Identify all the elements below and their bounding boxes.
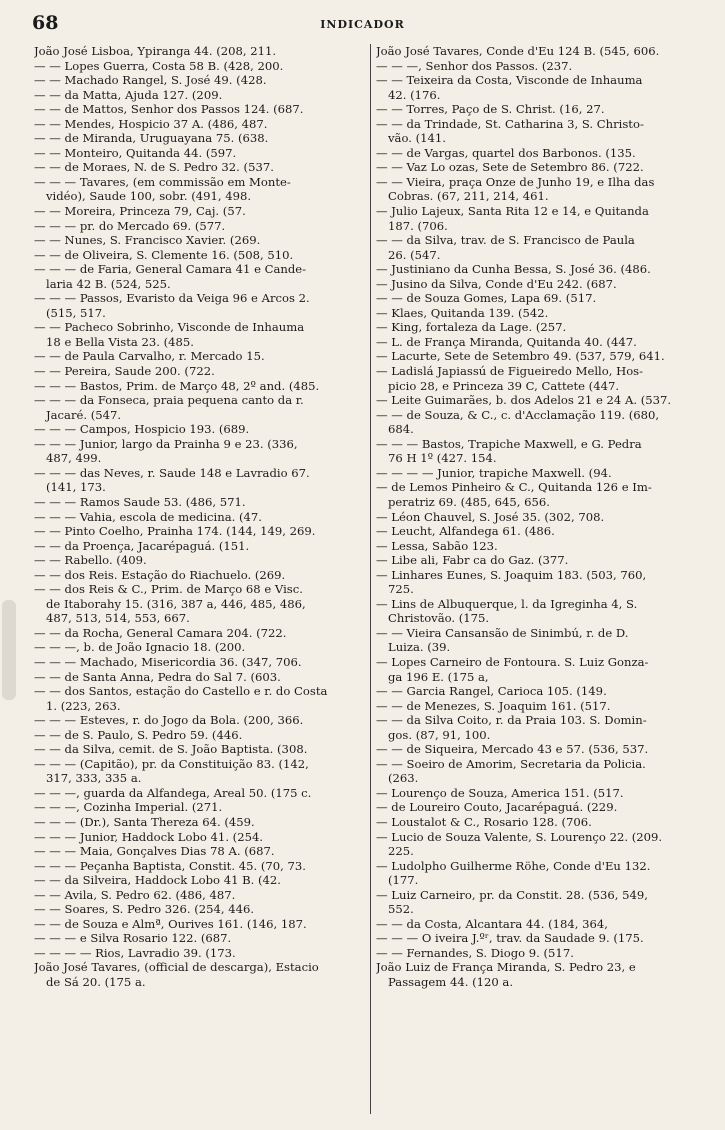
entry-line: João José Lisboa, Ypiranga 44. (208, 211. xyxy=(34,44,277,58)
entry-line: — — dos Reis & C., Prim. de Março 68 e Visc. xyxy=(34,582,303,597)
entry-line: — Linhares Eunes, S. Joaquim 183. (503, 760, xyxy=(376,567,647,582)
entry-line: — Lucio de Souza Valente, S. Lourenço 22. (209. xyxy=(376,829,663,844)
entry-line: — Justiniano da Cunha Bessa, S. José 36. (486. xyxy=(376,262,651,277)
entry-line: — — — O iveira J.ºʳ, trav. da Saudade 9. (175. xyxy=(376,931,644,946)
entry-line: — — Rabello. (409. xyxy=(34,553,147,568)
entry-line: — — Machado Rangel, S. José 49. (428. xyxy=(34,73,267,88)
entry-line: Passagem 44. (120 a. xyxy=(388,975,514,989)
entry-line: — — da Costa, Alcantara 44. (184, 364, xyxy=(376,916,608,931)
entry-line: — Lins de Albuquerque, l. da Igreginha 4, S. xyxy=(376,596,638,611)
entry-line: — — de Vargas, quartel dos Barbonos. (135. xyxy=(376,145,636,160)
entry-line: — — Soares, S. Pedro 326. (254, 446. xyxy=(34,902,255,917)
entry-line: laria 42 B. (524, 525. xyxy=(46,276,171,291)
entry-line: — — Monteiro, Quitanda 44. (597. xyxy=(34,145,237,160)
entry-line: — — de Mattos, Senhor dos Passos 124. (687. xyxy=(34,102,304,117)
entry-line: — — Vaz Lo ozas, Sete de Setembro 86. (722. xyxy=(376,160,644,175)
entry-line: Cobras. (67, 211, 214, 461. xyxy=(388,189,549,204)
entry-line: — — da Proença, Jacarépaguá. (151. xyxy=(34,538,250,553)
entry-line: — — Lopes Guerra, Costa 58 B. (428, 200. xyxy=(34,58,284,73)
entry-line: — — dos Reis. Estação do Riachuelo. (269. xyxy=(34,567,286,582)
entry-line: — Ludolpho Guilherme Röhe, Conde d'Eu 132. xyxy=(376,858,651,873)
right-column xyxy=(376,44,718,990)
entry-line: — — de Oliveira, S. Clemente 16. (508, 510. xyxy=(34,247,294,262)
entry-line: João José Tavares, Conde d'Eu 124 B. (545, 606. xyxy=(376,44,660,58)
entry-line: — de Loureiro Couto, Jacarépaguá. (229. xyxy=(376,800,618,815)
entry-line: 187. (706. xyxy=(388,218,448,233)
entry-line: — — — Machado, Misericordia 36. (347, 706. xyxy=(34,654,302,669)
entry-line: — — Torres, Paço de S. Christ. (16, 27. xyxy=(376,102,605,117)
entry-line: 76 H 1º (427. 154. xyxy=(388,451,497,466)
entry-line: — — — e Silva Rosario 122. (687. xyxy=(34,931,232,946)
entry-line: 725. xyxy=(388,582,414,597)
entry-line: — — — Junior, Haddock Lobo 41. (254. xyxy=(34,829,264,844)
entry-line: de Itaborahy 15. (316, 387 a, 446, 485, 486, xyxy=(46,596,306,611)
entry-line: — Leucht, Alfandega 61. (486. xyxy=(376,524,555,539)
entry-line: — L. de França Miranda, Quitanda 40. (447. xyxy=(376,334,637,349)
entry-line: — — de Menezes, S. Joaquim 161. (517. xyxy=(376,698,611,713)
entry-line: 684. xyxy=(388,422,414,437)
entry-line: — — —, Cozinha Imperial. (271. xyxy=(34,800,223,815)
entry-line: — — — Esteves, r. do Jogo da Bola. (200, 366. xyxy=(34,713,304,728)
entry-line: — — Avila, S. Pedro 62. (486, 487. xyxy=(34,887,236,902)
entry-line: — Lacurte, Sete de Setembro 49. (537, 579, 641. xyxy=(376,349,665,364)
entry-line: ga 196 E. (175 a, xyxy=(388,669,489,684)
entry-line: 225. xyxy=(388,844,414,859)
entry-line: — — Garcia Rangel, Carioca 105. (149. xyxy=(376,684,607,699)
entry-line: — Libe ali, Fabr ca do Gaz. (377. xyxy=(376,553,569,568)
entry-line: 552. xyxy=(388,902,414,917)
entry-line: — — — Maia, Gonçalves Dias 78 A. (687. xyxy=(34,844,275,859)
entry-line: 317, 333, 335 a. xyxy=(46,771,142,786)
entry-line: — — da Rocha, General Camara 204. (722. xyxy=(34,625,287,640)
entry-line: — — — Campos, Hospicio 193. (689. xyxy=(34,422,250,437)
entry-line: 1. (223, 263. xyxy=(46,698,121,713)
entry-line: — — da Silva, cemit. de S. João Baptista. (308. xyxy=(34,742,308,757)
entry-line: — — — — Junior, trapiche Maxwell. (94. xyxy=(376,465,612,480)
entry-line: — — Pacheco Sobrinho, Visconde de Inhauma xyxy=(34,320,305,335)
entry-line: — — de Santa Anna, Pedra do Sal 7. (603. xyxy=(34,669,281,684)
entry-line: — Jusino da Silva, Conde d'Eu 242. (687. xyxy=(376,276,617,291)
entry-line: — — Moreira, Princeza 79, Caj. (57. xyxy=(34,204,246,219)
entry-line: — de Lemos Pinheiro & C., Quitanda 126 e Im- xyxy=(376,480,652,495)
entry-line: — — —, guarda da Alfandega, Areal 50. (175 c. xyxy=(34,785,312,800)
entry-line: picio 28, e Princeza 39 C, Cattete (447. xyxy=(388,378,620,393)
entry-line: — — Pereira, Saude 200. (722. xyxy=(34,364,215,379)
entry-line: — — de S. Paulo, S. Pedro 59. (446. xyxy=(34,727,243,742)
entry-line: — Lourenço de Souza, America 151. (517. xyxy=(376,785,624,800)
margin-stain xyxy=(2,600,16,700)
entry-line: — — de Souza, & C., c. d'Acclamação 119. (680, xyxy=(376,407,660,422)
page-number: 68 xyxy=(32,12,59,34)
entry-line: — — — pr. do Mercado 69. (577. xyxy=(34,218,226,233)
entry-line: — King, fortaleza da Lage. (257. xyxy=(376,320,567,335)
entry-line: (141, 173. xyxy=(46,480,106,495)
entry-line: — — da Matta, Ajuda 127. (209. xyxy=(34,87,223,102)
entry-line: — Loustalot & C., Rosario 128. (706. xyxy=(376,814,592,829)
left-column xyxy=(34,44,368,990)
running-title: INDICADOR xyxy=(320,18,405,31)
entry-line: 487, 499. xyxy=(46,451,102,466)
entry-line: 42. (176. xyxy=(388,87,441,102)
entry-line: peratriz 69. (485, 645, 656. xyxy=(388,494,550,509)
entry-line: — — — Vahia, escola de medicina. (47. xyxy=(34,509,262,524)
entry-line: — — Teixeira da Costa, Visconde de Inhauma xyxy=(376,73,643,88)
entry-line: — — da Silva, trav. de S. Francisco de Paula xyxy=(376,233,635,248)
entry-line: — — — Passos, Evaristo da Veiga 96 e Arcos 2. xyxy=(34,291,310,306)
entry-line: 487, 513, 514, 553, 667. xyxy=(46,611,190,626)
entry-line: 26. (547. xyxy=(388,247,441,262)
entry-line: (515, 517. xyxy=(46,305,106,320)
entry-line: (263. xyxy=(388,771,419,786)
entry-line: gos. (87, 91, 100. xyxy=(388,727,491,742)
entry-line: — — —, Senhor dos Passos. (237. xyxy=(376,58,573,73)
entry-line: — — Mendes, Hospicio 37 A. (486, 487. xyxy=(34,116,268,131)
entry-line: — Leite Guimarães, b. dos Adelos 21 e 24 A. (537. xyxy=(376,393,672,408)
entry-line: — Klaes, Quitanda 139. (542. xyxy=(376,305,549,320)
entry-line: — — de Souza Gomes, Lapa 69. (517. xyxy=(376,291,597,306)
entry-line: — — — Ramos Saude 53. (486, 571. xyxy=(34,494,246,509)
entry-line: — — Fernandes, S. Diogo 9. (517. xyxy=(376,945,574,960)
page-header xyxy=(0,0,725,40)
entry-line: — — Vieira Cansansão de Sinimbú, r. de D. xyxy=(376,625,629,640)
entry-line: — — da Silva Coito, r. da Praia 103. S. Domin- xyxy=(376,713,647,728)
entry-line: — — — das Neves, r. Saude 148 e Lavradio 67. xyxy=(34,465,310,480)
entry-line: — Lopes Carneiro de Fontoura. S. Luiz Gonza- xyxy=(376,654,649,669)
entry-line: — — — de Faria, General Camara 41 e Cande- xyxy=(34,262,307,277)
entry-line: — — — — Rios, Lavradio 39. (173. xyxy=(34,945,236,960)
entry-line: — Ladislá Japiassú de Figueiredo Mello, Hos- xyxy=(376,364,644,379)
entry-line: — — — Peçanha Baptista, Constit. 45. (70, 73. xyxy=(34,858,306,873)
entry-line: — — — (Capitão), pr. da Constituição 83. (142, xyxy=(34,756,309,771)
entry-line: 18 e Bella Vista 23. (485. xyxy=(46,334,194,349)
entry-line: — — de Souza e Almª, Ourives 161. (146, 187. xyxy=(34,916,307,931)
entry-line: Christovão. (175. xyxy=(388,611,490,626)
entry-line: — Léon Chauvel, S. José 35. (302, 708. xyxy=(376,509,605,524)
entry-line: — — — Bastos, Prim. de Março 48, 2º and. (485. xyxy=(34,378,320,393)
entry-line: — — Soeiro de Amorim, Secretaria da Policia. xyxy=(376,756,646,771)
entry-line: — — da Silveira, Haddock Lobo 41 B. (42. xyxy=(34,873,281,888)
entry-line: — — — Bastos, Trapiche Maxwell, e G. Pedra xyxy=(376,436,642,451)
entry-line: — — — (Dr.), Santa Thereza 64. (459. xyxy=(34,814,255,829)
column-divider xyxy=(370,44,371,1114)
entry-line: — — Pinto Coelho, Prainha 174. (144, 149, 269. xyxy=(34,524,316,539)
entry-line: — — Vieira, praça Onze de Junho 19, e Ilha das xyxy=(376,174,655,189)
entry-line: vidéo), Saude 100, sobr. (491, 498. xyxy=(46,189,252,204)
entry-line: — — — da Fonseca, praia pequena canto da r. xyxy=(34,393,304,408)
entry-line: — — Nunes, S. Francisco Xavier. (269. xyxy=(34,233,261,248)
entry-line: — — dos Santos, estação do Castello e r. do Costa xyxy=(34,684,328,699)
entry-line: (177. xyxy=(388,873,419,888)
entry-line: — — —, b. de João Ignacio 18. (200. xyxy=(34,640,246,655)
entry-line: de Sá 20. (175 a. xyxy=(46,975,146,989)
entry-line: — Luiz Carneiro, pr. da Constit. 28. (536, 549, xyxy=(376,887,648,902)
entry-line: João Luiz de França Miranda, S. Pedro 23, e xyxy=(376,960,636,975)
entry-line: — — de Paula Carvalho, r. Mercado 15. xyxy=(34,349,265,364)
entry-line: — — de Moraes, N. de S. Pedro 32. (537. xyxy=(34,160,274,175)
entry-line: João José Tavares, (official de descarga), Estacio xyxy=(34,960,319,975)
entry-line: — — — Tavares, (em commissão em Monte- xyxy=(34,174,291,189)
entry-line: — — de Miranda, Uruguayana 75. (638. xyxy=(34,131,269,146)
entry-line: vão. (141. xyxy=(388,131,446,146)
entry-line: — Lessa, Sabão 123. xyxy=(376,538,498,553)
entry-line: — — de Siqueira, Mercado 43 e 57. (536, 537. xyxy=(376,742,649,757)
entry-line: Jacaré. (547. xyxy=(46,407,122,422)
entry-line: Luiza. (39. xyxy=(388,640,451,655)
entry-line: — Julio Lajeux, Santa Rita 12 e 14, e Quitanda xyxy=(376,204,649,219)
entry-line: — — da Trindade, St. Catharina 3, S. Christo- xyxy=(376,116,644,131)
entry-line: — — — Junior, largo da Prainha 9 e 23. (336, xyxy=(34,436,298,451)
